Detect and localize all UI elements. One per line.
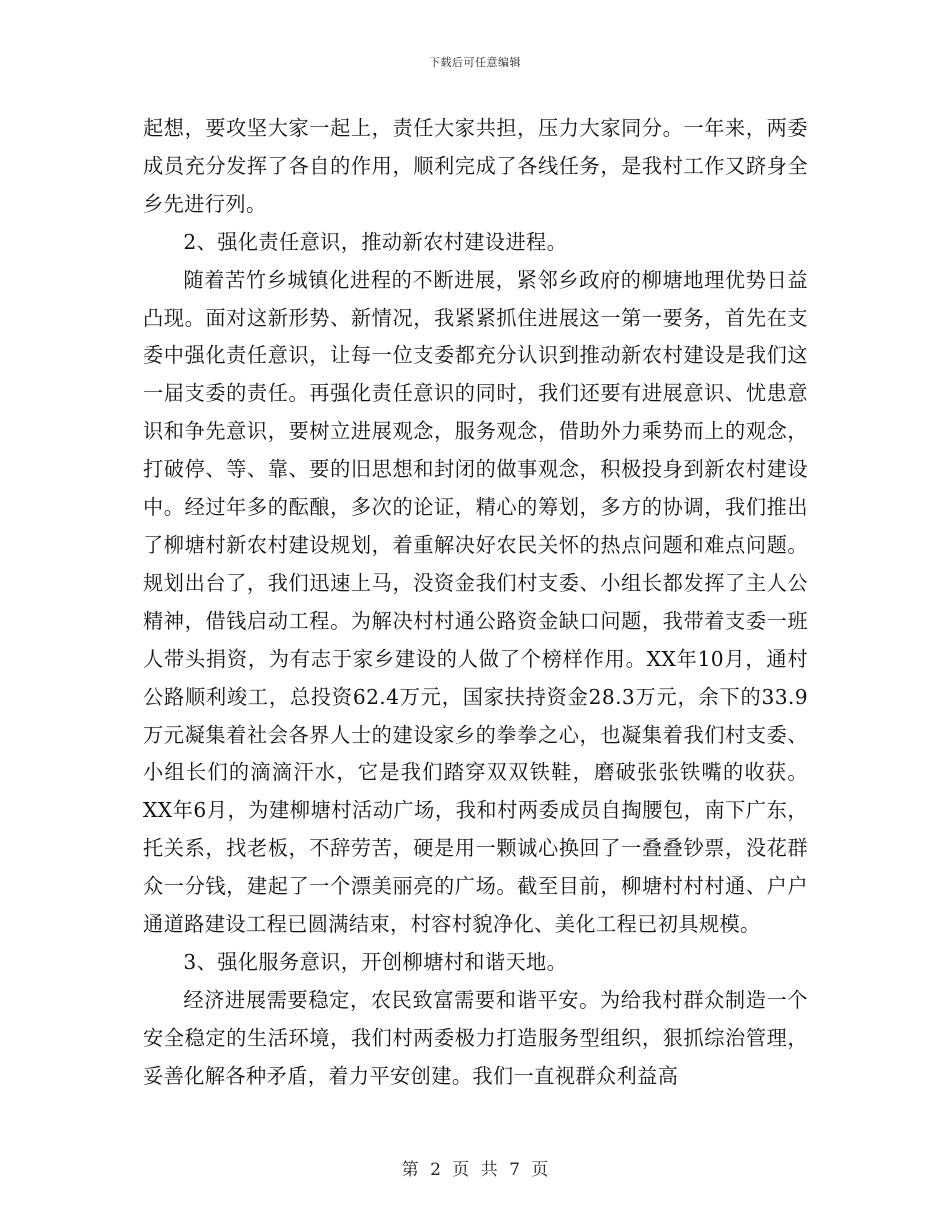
document-body <box>143 110 808 1096</box>
page-number: 第 2 页 共 7 页 <box>401 1160 549 1180</box>
section-heading-2: 2、强化责任意识，推动新农村建设进程。 <box>183 229 568 254</box>
paragraph-2: 随着苦竹乡城镇化进程的不断进展，紧邻乡政府的柳塘地理优势日益凸现。面对这新形势、新情况，我紧紧抓住进展这一第一要务，首先在支委中强化责任意识，让每一位支委都充分认识到推动新农村建设是我们这一届支委的责任。再强化责任意识的同时，我们还要有进展意识、忧患意识和争先意识，要树立进展观念，服务观念，借助外力乘势而上的观念，打破停、等、靠、要的旧思想和封闭的做事观念，积极投身到新农村建设中。经过年多的酝酿，多次的论证，精心的筹划，多方的协调，我们推出了柳塘村新农村建设规划，着重解决好农民关怀的热点问题和难点问题。规划出台了，我们迅速上马，没资金我们村支委、小组长都发挥了主人公精神，借钱启动工程。为解决村村通公路资金缺口问题，我带着支委一班人带头捐资，为有志于家乡建设的人做了个榜样作用。XX年10月，通村公路顺利竣工，总投资62.4万元，国家扶持资金28.3万元，余下的33.9万元凝集着社会各界人士的建设家乡的拳拳之心，也凝集着我们村支委、小组长们的滴滴汗水，它是我们踏穿双双铁鞋，磨破张张铁嘴的收获。XX年6月，为建柳塘村活动广场，我和村两委成员自掏腰包，南下广东，托关系，找老板，不辞劳苦，硬是用一颗诚心换回了一叠叠钞票，没花群众一分钱，建起了一个漂美丽亮的广场。截至目前，柳塘村村村通、户户通道路建设工程已圆满结束，村容村貌净化、美化工程已初具规模。 <box>143 267 808 937</box>
section-heading-3: 3、强化服务意识，开创柳塘村和谐天地。 <box>183 949 568 974</box>
paragraph-3: 经济进展需要稳定，农民致富需要和谐平安。为给我村群众制造一个安全稳定的生活环境，我们村两委极力打造服务型组织，狠抓综治管理，妥善化解各种矛盾，着力平安创建。我们一直视群众利益高 <box>143 987 808 1088</box>
paragraph-1: 起想，要攻坚大家一起上，责任大家共担，压力大家同分。一年来，两委成员充分发挥了各自的作用，顺利完成了各线任务，是我村工作又跻身全乡先进行列。 <box>143 116 808 216</box>
page-header-note: 下载后可任意编辑 <box>429 56 521 69</box>
